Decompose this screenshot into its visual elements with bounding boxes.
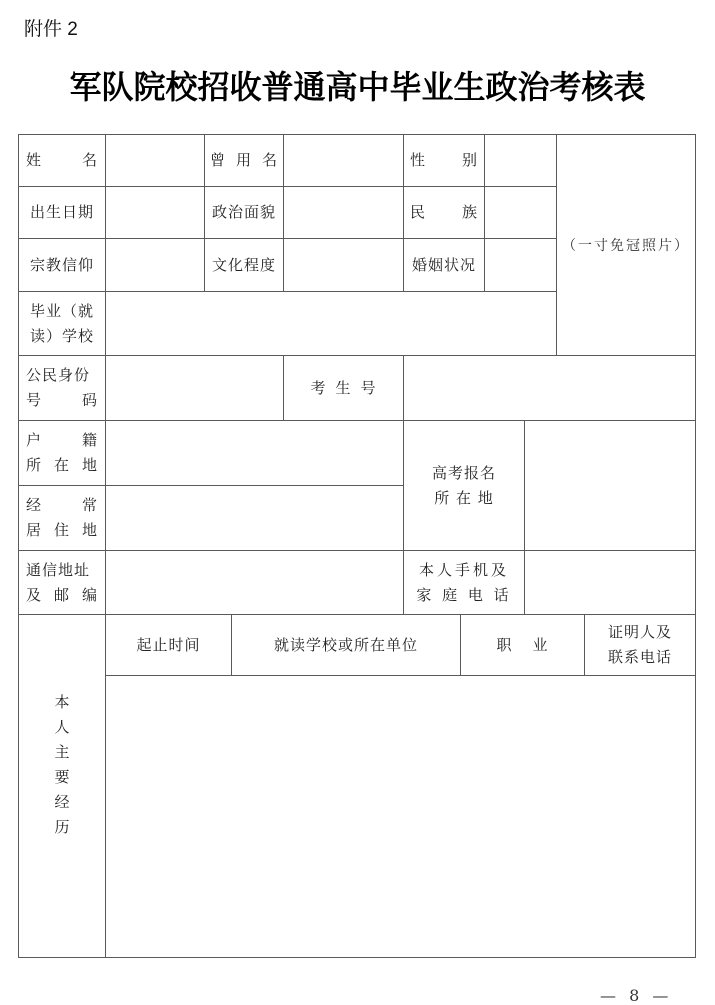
school-label-line: 读）学校	[29, 326, 94, 345]
column-header-label: 就读学校或所在单位	[273, 635, 418, 654]
political-status-label: 政治面貌	[211, 203, 276, 221]
mailing-label-char: 及	[26, 585, 43, 604]
political-status-field[interactable]	[283, 186, 404, 239]
column-header-label-char: 职	[496, 635, 513, 654]
household-label-char: 地	[81, 456, 98, 474]
id-number-label-char: 码	[81, 391, 98, 409]
former-name-label-cell	[204, 134, 284, 187]
ethnicity-field[interactable]	[484, 186, 557, 239]
mailing-label-line: 通信地址	[26, 560, 91, 579]
phone-field[interactable]	[524, 550, 696, 615]
column-header-label-line: 证明人及	[607, 623, 672, 641]
mailing-address-label-cell	[18, 550, 106, 615]
residence-label-char: 常	[81, 496, 98, 514]
exam-number-label-char: 生	[335, 378, 352, 397]
experience-label-char: 经	[54, 793, 70, 811]
household-label-char: 在	[53, 456, 70, 474]
residence-label-char: 地	[81, 521, 98, 539]
experience-entries-area[interactable]	[105, 675, 696, 958]
gender-label-char: 别	[461, 151, 478, 169]
religion-field[interactable]	[105, 238, 205, 292]
birth-date-label: 出生日期	[29, 203, 94, 221]
education-field[interactable]	[283, 238, 404, 292]
id-number-label-cell	[18, 355, 106, 421]
residence-label-char: 居	[26, 521, 43, 539]
marital-status-label-cell	[403, 238, 485, 292]
birth-date-field[interactable]	[105, 186, 205, 239]
phone-label-cell	[403, 550, 525, 615]
exam-registration-label-cell	[403, 420, 525, 551]
experience-label-char: 历	[54, 818, 70, 836]
education-label-cell	[204, 238, 284, 292]
exam-number-label-char: 号	[360, 378, 377, 397]
religion-label: 宗教信仰	[29, 255, 94, 274]
household-label-char: 籍	[81, 431, 98, 449]
marital-status-label: 婚姻状况	[411, 255, 476, 274]
phone-label-line: 本人手机及	[418, 560, 509, 579]
ethnicity-label-cell	[403, 186, 485, 239]
education-label: 文化程度	[211, 255, 276, 274]
page-title: 军队院校招收普通高中毕业生政治考核表	[69, 68, 646, 106]
household-label-char: 所	[26, 456, 43, 474]
page-number: — 8 —	[600, 986, 673, 1005]
household-label-char: 户	[26, 431, 43, 449]
former-name-label-char: 用	[235, 151, 252, 169]
marital-status-field[interactable]	[484, 238, 557, 292]
gender-label-cell	[403, 134, 485, 187]
phone-label-line: 家 庭 电 话	[416, 585, 512, 604]
school-field[interactable]	[105, 291, 557, 356]
residence-field[interactable]	[105, 485, 404, 551]
column-header-occupation	[460, 614, 585, 676]
school-label-cell	[18, 291, 106, 356]
experience-label-char: 人	[54, 718, 70, 736]
column-header-label-char: 业	[532, 635, 549, 654]
experience-label-char: 要	[54, 768, 70, 786]
former-name-label-char: 曾	[210, 151, 227, 169]
name-label-char: 名	[81, 151, 98, 169]
column-header-period	[105, 614, 232, 676]
exam-registration-label-line: 高考报名	[431, 463, 496, 482]
column-header-label: 起止时间	[136, 635, 201, 654]
exam-number-field[interactable]	[403, 355, 696, 421]
column-header-referee	[584, 614, 696, 676]
id-number-label-char: 号	[26, 391, 43, 409]
name-label-cell	[18, 134, 106, 187]
residence-label-cell	[18, 485, 106, 551]
political-status-label-cell	[204, 186, 284, 239]
column-header-school-unit	[231, 614, 461, 676]
attachment-label: 附件 2	[24, 19, 78, 40]
experience-label-char: 本	[54, 693, 70, 711]
mailing-label-char: 邮	[53, 585, 70, 604]
name-field[interactable]	[105, 134, 205, 187]
residence-label-char: 住	[53, 521, 70, 539]
former-name-label-char: 名	[261, 151, 278, 169]
photo-box[interactable]	[556, 134, 696, 356]
photo-placeholder-label: （一寸免冠照片）	[562, 238, 690, 254]
name-label-char: 姓	[26, 151, 43, 169]
household-registration-label-cell	[18, 420, 106, 486]
exam-registration-label-line: 所 在 地	[434, 488, 494, 507]
id-number-field[interactable]	[105, 355, 284, 421]
exam-registration-field[interactable]	[524, 420, 696, 551]
exam-number-label-char: 考	[310, 378, 327, 397]
id-number-label-line: 公民身份	[26, 366, 91, 384]
column-header-label-line: 联系电话	[607, 648, 672, 666]
mailing-address-field[interactable]	[105, 550, 404, 615]
mailing-label-char: 编	[81, 585, 98, 604]
household-registration-field[interactable]	[105, 420, 404, 486]
experience-label-char: 主	[54, 743, 70, 761]
gender-label-char: 性	[410, 151, 427, 169]
residence-label-char: 经	[26, 496, 43, 514]
birth-date-label-cell	[18, 186, 106, 239]
former-name-field[interactable]	[283, 134, 404, 187]
exam-number-label-cell	[283, 355, 404, 421]
ethnicity-label-char: 族	[461, 203, 478, 221]
experience-label-cell	[18, 614, 106, 958]
ethnicity-label-char: 民	[410, 203, 427, 221]
religion-label-cell	[18, 238, 106, 292]
gender-field[interactable]	[484, 134, 557, 187]
school-label-line: 毕业（就	[29, 301, 94, 320]
